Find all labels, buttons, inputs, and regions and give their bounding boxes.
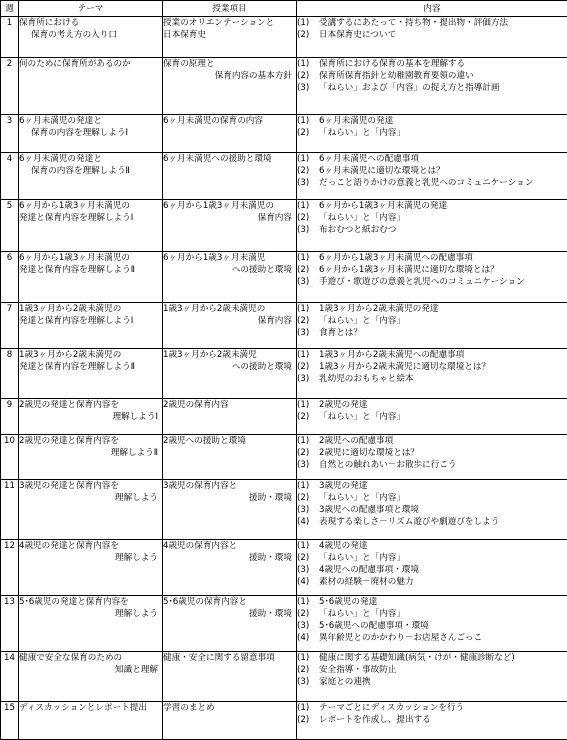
topic-cell <box>163 58 297 115</box>
content-item <box>297 652 567 664</box>
content-cell <box>297 349 567 399</box>
content-item <box>297 115 567 127</box>
content-item-number: (1) <box>297 303 319 315</box>
content-item-number: (3) <box>297 564 319 576</box>
topic-line: への援助と環境 <box>163 264 296 276</box>
topic-cell <box>163 153 297 200</box>
header-week: 週 <box>1 1 19 17</box>
content-item-text: 6ヶ月未満児の発達 <box>319 116 393 126</box>
content-item <box>297 492 567 504</box>
content-item-text: 1歳3ヶ月から2歳未満児への配慮事項 <box>319 350 464 360</box>
theme-line: 6ヶ月未満児の発達と <box>19 153 162 165</box>
table-row <box>1 399 567 435</box>
content-item-text: 保育所における保育の基本を理解する <box>319 59 465 69</box>
content-item-text: 1歳3ヶ月から2歳未満児に適切な環境とは？ <box>319 362 490 372</box>
content-item-text: 3歳児の発達 <box>319 481 367 491</box>
content-item-number: (1) <box>297 153 319 165</box>
content-item <box>297 632 567 644</box>
content-item <box>297 58 567 70</box>
content-item <box>297 676 567 688</box>
theme-cell <box>19 596 163 652</box>
content-item-number: (1) <box>297 115 319 127</box>
theme-line: 5･6歳児の発達と保育内容を <box>19 596 162 608</box>
content-item <box>297 165 567 177</box>
theme-line: 4歳児の発達と保育内容を <box>19 540 162 552</box>
week-number: 13 <box>1 596 19 652</box>
header-row <box>1 1 567 17</box>
week-number: 6 <box>1 252 19 303</box>
topic-cell <box>163 540 297 596</box>
theme-line: 理解しようⅠ <box>19 411 162 423</box>
content-item <box>297 596 567 608</box>
content-item-number: (1) <box>297 480 319 492</box>
header-content: 内容 <box>297 1 567 17</box>
table-row <box>1 17 567 58</box>
table-row <box>1 480 567 540</box>
content-cell <box>297 17 567 58</box>
theme-line: 1歳3ヶ月から2歳未満児の <box>19 349 162 361</box>
topic-line: 健康・安全に関する留意事項 <box>163 652 296 664</box>
content-item-number: (1) <box>297 540 319 552</box>
theme-line: 6ヶ月から1歳3ヶ月未満児の <box>19 252 162 264</box>
content-item-text: 5･6歳児への配慮事項・環境 <box>319 621 429 631</box>
topic-cell <box>163 435 297 480</box>
content-item-text: 4歳児の発達 <box>319 541 367 551</box>
content-item <box>297 200 567 212</box>
topic-line: 援助・環境 <box>163 552 296 564</box>
content-item-text: レポートを作成し、提出する <box>319 715 431 725</box>
content-item-text: 保育所保育指針と幼稚園教育要領の違い <box>319 71 474 81</box>
theme-line: ディスカッションとレポート提出 <box>19 702 162 714</box>
content-item-text: 家庭との連携 <box>319 677 371 687</box>
topic-line: 6ヶ月から1歳3ヶ月未満児 <box>163 252 296 264</box>
content-item-number: (2) <box>297 165 319 177</box>
theme-line: 理解しよう <box>19 492 162 504</box>
content-item-number: (3) <box>297 620 319 632</box>
content-item-text: 6ヶ月から1歳3ヶ月未満児に適切な環境とは？ <box>319 265 499 275</box>
content-item <box>297 411 567 423</box>
theme-line: 6ヶ月未満児の発達と <box>19 115 162 127</box>
content-item <box>297 373 567 385</box>
content-item-text: 自然との触れあい－お散歩に行こう <box>319 460 457 470</box>
topic-line: 授業のオリエンテーションと <box>163 17 296 29</box>
content-item <box>297 564 567 576</box>
content-item-number: (1) <box>297 349 319 361</box>
content-item-text: 「ねらい」と「内容」 <box>319 316 405 326</box>
content-item-number: (2) <box>297 552 319 564</box>
content-item <box>297 29 567 41</box>
content-item-number: (2) <box>297 70 319 82</box>
content-item <box>297 224 567 236</box>
table-row <box>1 153 567 200</box>
content-item-text: 6ヶ月未満児への配慮事項 <box>319 154 419 164</box>
topic-line: 保育内容の基本方針 <box>163 70 296 82</box>
week-number: 14 <box>1 652 19 702</box>
topic-line: 4歳児の保育内容と <box>163 540 296 552</box>
content-cell <box>297 435 567 480</box>
week-number: 3 <box>1 115 19 153</box>
content-item-number: (1) <box>297 435 319 447</box>
content-item-number: (1) <box>297 252 319 264</box>
content-item-number: (3) <box>297 676 319 688</box>
theme-line: 理解しよう <box>19 552 162 564</box>
theme-cell <box>19 17 163 58</box>
content-item <box>297 177 567 189</box>
week-number: 9 <box>1 399 19 435</box>
content-item-number: (2) <box>297 264 319 276</box>
content-item <box>297 349 567 361</box>
topic-line: 援助・環境 <box>163 492 296 504</box>
theme-line: 6ヶ月から1歳3ヶ月未満児の <box>19 200 162 212</box>
topic-line: 2歳児への援助と環境 <box>163 435 296 447</box>
content-item <box>297 212 567 224</box>
topic-cell <box>163 115 297 153</box>
topic-line: 2歳児の保育内容 <box>163 399 296 411</box>
table-row <box>1 540 567 596</box>
table-row <box>1 435 567 480</box>
table-row <box>1 58 567 115</box>
content-item-number: (2) <box>297 212 319 224</box>
content-item-text: 素材の経験－廃材の魅力 <box>319 577 414 587</box>
theme-line: 保育の内容を理解しようⅡ <box>19 165 162 177</box>
table-row <box>1 349 567 399</box>
content-item-text: 手遊び・歌遊びの意義と乳児へのコミュニケーション <box>319 277 525 287</box>
content-item <box>297 664 567 676</box>
topic-line: 6ヶ月未満児の保育の内容 <box>163 115 296 127</box>
theme-line: 発達と保育内容を理解しようⅡ <box>19 264 162 276</box>
table-row <box>1 596 567 652</box>
theme-line: 2歳児の発達と保育内容を <box>19 399 162 411</box>
topic-line: 6ヶ月未満児への援助と環境 <box>163 153 296 165</box>
topic-line: 6ヶ月から1歳3ヶ月未満児の <box>163 200 296 212</box>
topic-line: 1歳3ヶ月から2歳未満児の <box>163 303 296 315</box>
content-item-number: (2) <box>297 315 319 327</box>
content-item <box>297 303 567 315</box>
content-item-text: 4歳児への配慮事項・環境 <box>319 565 419 575</box>
content-item <box>297 264 567 276</box>
week-number: 2 <box>1 58 19 115</box>
theme-line: 健康で安全な保育のための <box>19 652 162 664</box>
topic-line: への援助と環境 <box>163 361 296 373</box>
content-item-text: 表現する楽しさ－リズム遊びや劇遊びをしよう <box>319 517 499 527</box>
content-item-text: 「ねらい」と「内容」 <box>319 213 405 223</box>
topic-line: 保育の原理と <box>163 58 296 70</box>
content-item-number: (4) <box>297 632 319 644</box>
topic-line: 保育内容 <box>163 315 296 327</box>
content-item-number: (4) <box>297 576 319 588</box>
week-number: 12 <box>1 540 19 596</box>
theme-line: 1歳3ヶ月から2歳未満児の <box>19 303 162 315</box>
content-item-text: 1歳3ヶ月から2歳未満児の発達 <box>319 304 439 314</box>
topic-cell <box>163 652 297 702</box>
content-item-number: (1) <box>297 200 319 212</box>
content-item <box>297 252 567 264</box>
content-cell <box>297 153 567 200</box>
topic-cell <box>163 17 297 58</box>
content-item-text: 健康に関する基礎知識(病気・けが・健康診断など) <box>319 653 515 663</box>
content-item-text: 2歳児の発達 <box>319 400 367 410</box>
topic-line: 援助・環境 <box>163 608 296 620</box>
content-item <box>297 399 567 411</box>
content-item <box>297 576 567 588</box>
content-item-number: (1) <box>297 399 319 411</box>
content-item-number: (1) <box>297 17 319 29</box>
theme-cell <box>19 702 163 740</box>
table-row <box>1 200 567 252</box>
content-item <box>297 447 567 459</box>
theme-line: 知識と理解 <box>19 664 162 676</box>
content-item-number: (4) <box>297 516 319 528</box>
content-cell <box>297 480 567 540</box>
theme-cell <box>19 252 163 303</box>
table-body <box>1 17 567 740</box>
content-item-text: 6ヶ月から1歳3ヶ月未満児への配慮事項 <box>319 253 473 263</box>
content-cell <box>297 303 567 349</box>
content-item-number: (3) <box>297 459 319 471</box>
content-cell <box>297 200 567 252</box>
content-item <box>297 70 567 82</box>
content-item-number: (3) <box>297 82 319 94</box>
week-number: 4 <box>1 153 19 200</box>
table-row <box>1 115 567 153</box>
content-item-text: 「ねらい」および「内容」の捉え方と指導計画 <box>319 83 499 93</box>
content-item-number: (2) <box>297 608 319 620</box>
content-item-text: だっこと語りかけの意義と乳児へのコミュニケーション <box>319 178 533 188</box>
theme-line: 発達と保育内容を理解しようⅠ <box>19 212 162 224</box>
content-item-number: (2) <box>297 492 319 504</box>
topic-line: 学習のまとめ <box>163 702 296 714</box>
content-item-number: (2) <box>297 127 319 139</box>
theme-cell <box>19 200 163 252</box>
content-item <box>297 516 567 528</box>
content-item <box>297 315 567 327</box>
topic-line: 保育内容 <box>163 212 296 224</box>
content-item <box>297 552 567 564</box>
content-item <box>297 276 567 288</box>
content-item-number: (2) <box>297 664 319 676</box>
content-item-number: (2) <box>297 361 319 373</box>
theme-line: 保育所における <box>19 17 162 29</box>
content-item <box>297 153 567 165</box>
content-item <box>297 608 567 620</box>
topic-line: 日本保育史 <box>163 29 296 41</box>
content-item-number: (1) <box>297 702 319 714</box>
content-item-number: (3) <box>297 327 319 339</box>
header-topic: 授業項目 <box>163 1 297 17</box>
theme-cell <box>19 349 163 399</box>
theme-cell <box>19 540 163 596</box>
content-item <box>297 504 567 516</box>
content-item-text: 6ヶ月未満児に適切な環境とは？ <box>319 166 445 176</box>
topic-cell <box>163 399 297 435</box>
content-item-text: テーマごとにディスカッションを行う <box>319 703 464 713</box>
week-number: 5 <box>1 200 19 252</box>
content-item-number: (3) <box>297 177 319 189</box>
content-cell <box>297 702 567 740</box>
content-item-number: (1) <box>297 652 319 664</box>
theme-cell <box>19 115 163 153</box>
content-item-number: (3) <box>297 504 319 516</box>
content-item <box>297 714 567 726</box>
table-row <box>1 252 567 303</box>
theme-line: 発達と保育内容を理解しようⅡ <box>19 361 162 373</box>
content-item-text: 「ねらい」と「内容」 <box>319 493 405 503</box>
table-row <box>1 303 567 349</box>
week-number: 8 <box>1 349 19 399</box>
content-item-text: 食育とは？ <box>319 328 362 338</box>
theme-cell <box>19 58 163 115</box>
table-row <box>1 652 567 702</box>
content-item <box>297 82 567 94</box>
content-item-text: 異年齢児とのかかわり－お店屋さんごっこ <box>319 633 482 643</box>
week-number: 11 <box>1 480 19 540</box>
content-cell <box>297 652 567 702</box>
topic-cell <box>163 349 297 399</box>
topic-line: 1歳3ヶ月から2歳未満児 <box>163 349 296 361</box>
content-item-text: 2歳児に適切な環境とは？ <box>319 448 419 458</box>
content-cell <box>297 115 567 153</box>
week-number: 10 <box>1 435 19 480</box>
content-cell <box>297 540 567 596</box>
content-item-text: 乳幼児のおもちゃと絵本 <box>319 374 414 384</box>
content-item-text: 布おむつと紙おむつ <box>319 225 396 235</box>
content-item-number: (2) <box>297 447 319 459</box>
week-number: 7 <box>1 303 19 349</box>
content-item-number: (2) <box>297 29 319 41</box>
table-row <box>1 702 567 740</box>
theme-line: 発達と保育内容を理解しようⅠ <box>19 315 162 327</box>
content-item-text: 受講するにあたって・持ち物・提出物・評価方法 <box>319 18 508 28</box>
theme-line: 保育の考え方の入り口 <box>19 29 162 41</box>
content-item-number: (2) <box>297 714 319 726</box>
header-theme: テーマ <box>19 1 163 17</box>
content-cell <box>297 58 567 115</box>
content-item <box>297 361 567 373</box>
theme-line: 何のために保育所があるのか <box>19 58 162 70</box>
content-item-text: 日本保育史について <box>319 30 396 40</box>
content-item-number: (2) <box>297 411 319 423</box>
theme-line: 3歳児の発達と保育内容を <box>19 480 162 492</box>
content-item <box>297 17 567 29</box>
theme-line: 理解しようⅡ <box>19 447 162 459</box>
content-item <box>297 480 567 492</box>
theme-cell <box>19 303 163 349</box>
content-item <box>297 127 567 139</box>
theme-cell <box>19 480 163 540</box>
content-item <box>297 435 567 447</box>
content-item-text: 5･6歳児の発達 <box>319 597 377 607</box>
content-item <box>297 327 567 339</box>
topic-line: 3歳児の保育内容と <box>163 480 296 492</box>
topic-cell <box>163 596 297 652</box>
content-cell <box>297 252 567 303</box>
content-item-text: 「ねらい」と「内容」 <box>319 128 405 138</box>
topic-cell <box>163 303 297 349</box>
topic-cell <box>163 200 297 252</box>
content-item-text: 「ねらい」と「内容」 <box>319 412 405 422</box>
week-number: 15 <box>1 702 19 740</box>
topic-cell <box>163 702 297 740</box>
topic-cell <box>163 480 297 540</box>
theme-line: 保育の内容を理解しようⅠ <box>19 127 162 139</box>
content-item <box>297 459 567 471</box>
content-item-text: 「ねらい」と「内容」 <box>319 553 405 563</box>
content-item <box>297 702 567 714</box>
content-item-text: 6ヶ月から1歳3ヶ月未満児の発達 <box>319 201 447 211</box>
content-item-text: 「ねらい」と「内容」 <box>319 609 405 619</box>
theme-cell <box>19 435 163 480</box>
content-item-number: (3) <box>297 373 319 385</box>
content-cell <box>297 596 567 652</box>
theme-cell <box>19 153 163 200</box>
topic-cell <box>163 252 297 303</box>
content-item-number: (1) <box>297 58 319 70</box>
theme-line: 2歳児の発達と保育内容を <box>19 435 162 447</box>
theme-cell <box>19 652 163 702</box>
week-number: 1 <box>1 17 19 58</box>
content-item-text: 3歳児への配慮事項と環境 <box>319 505 419 515</box>
content-item <box>297 540 567 552</box>
content-item-number: (3) <box>297 276 319 288</box>
content-item-number: (3) <box>297 224 319 236</box>
topic-line: 5･6歳児の保育内容と <box>163 596 296 608</box>
content-item-number: (1) <box>297 596 319 608</box>
content-item <box>297 620 567 632</box>
content-item-text: 2歳児への配慮事項 <box>319 436 393 446</box>
content-cell <box>297 399 567 435</box>
content-item-text: 安全指導・事故防止 <box>319 665 396 675</box>
theme-line: 理解しよう <box>19 608 162 620</box>
theme-cell <box>19 399 163 435</box>
